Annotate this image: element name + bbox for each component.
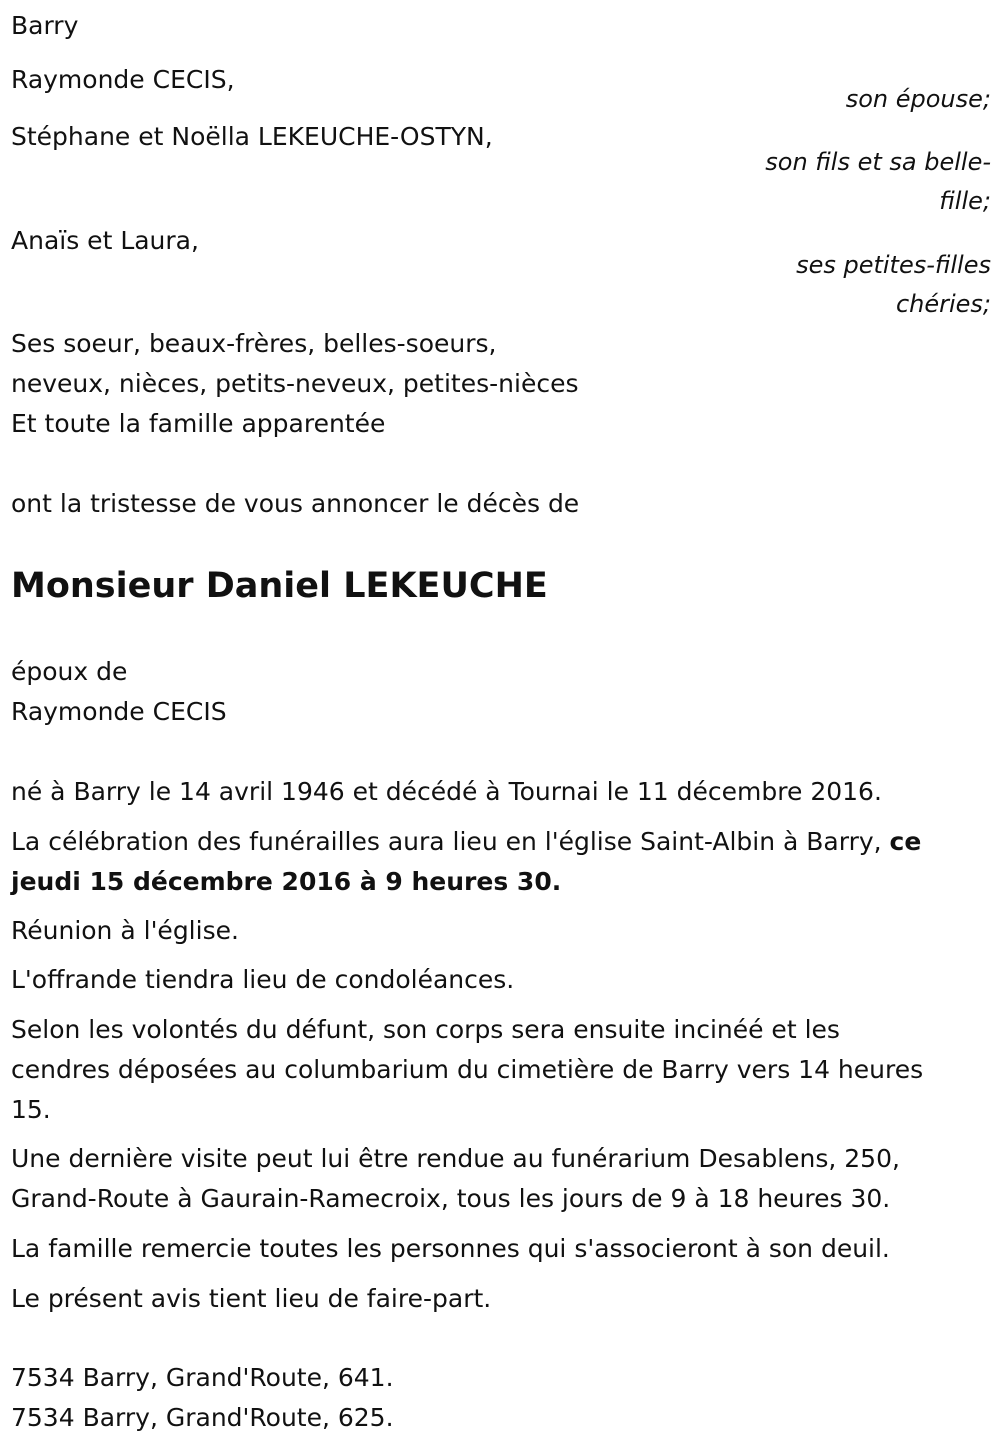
- funeral-text: [11, 822, 921, 862]
- mourner-1-name: Raymonde CECIS,: [11, 65, 235, 94]
- offering-text: L'offrande tiendra lieu de condoléances.: [11, 965, 515, 994]
- meeting-text: Réunion à l'église.: [11, 916, 239, 945]
- thanks-text: La famille remercie toutes les personnes qui s'associeront à son deuil.: [11, 1234, 890, 1263]
- family-line: Et toute la famille apparentée: [11, 409, 386, 438]
- mourner-1-relation: son épouse;: [845, 85, 991, 113]
- visit-text: Grand-Route à Gaurain-Ramecroix, tous les jours de 9 à 18 heures 30.: [11, 1184, 891, 1213]
- mourner-2-relation-line2: fille;: [939, 187, 991, 215]
- deceased-name: Monsieur Daniel LEKEUCHE: [11, 566, 548, 606]
- mourner-2-name: Stéphane et Noëlla LEKEUCHE-OSTYN,: [11, 122, 493, 151]
- cremation-text: Selon les volontés du défunt, son corps sera ensuite incinéé et les: [11, 1015, 840, 1044]
- birth-death-text: né à Barry le 14 avril 1946 et décédé à Tournai le 11 décembre 2016.: [11, 777, 882, 806]
- place-top: Barry: [11, 11, 79, 40]
- funeral-date-bold-start: ce: [889, 827, 922, 856]
- address-line: 7534 Barry, Grand'Route, 641.: [11, 1363, 394, 1392]
- announcement-text: ont la tristesse de vous annoncer le décès de: [11, 489, 580, 518]
- funeral-text-regular: La célébration des funérailles aura lieu en l'église Saint-Albin à Barry,: [11, 827, 890, 856]
- mourner-3-relation-line2: chéries;: [895, 290, 991, 318]
- cremation-text: 15.: [11, 1095, 51, 1124]
- address-line: 7534 Barry, Grand'Route, 625.: [11, 1403, 394, 1432]
- spouse-name: Raymonde CECIS: [11, 697, 227, 726]
- funeral-date-bold: jeudi 15 décembre 2016 à 9 heures 30.: [11, 867, 562, 896]
- visit-text: Une dernière visite peut lui être rendue au funérarium Desablens, 250,: [11, 1144, 900, 1173]
- family-line: Ses soeur, beaux-frères, belles-soeurs,: [11, 329, 497, 358]
- cremation-text: cendres déposées au columbarium du cimetière de Barry vers 14 heures: [11, 1055, 924, 1084]
- mourner-3-relation-line1: ses petites-filles: [796, 251, 991, 279]
- notice-text: Le présent avis tient lieu de faire-part.: [11, 1284, 492, 1313]
- spouse-label: époux de: [11, 657, 128, 686]
- mourner-2-relation-line1: son fils et sa belle-: [765, 148, 991, 176]
- mourner-3-name: Anaïs et Laura,: [11, 226, 199, 255]
- family-line: neveux, nièces, petits-neveux, petites-nièces: [11, 369, 579, 398]
- funeral-date: [11, 862, 561, 902]
